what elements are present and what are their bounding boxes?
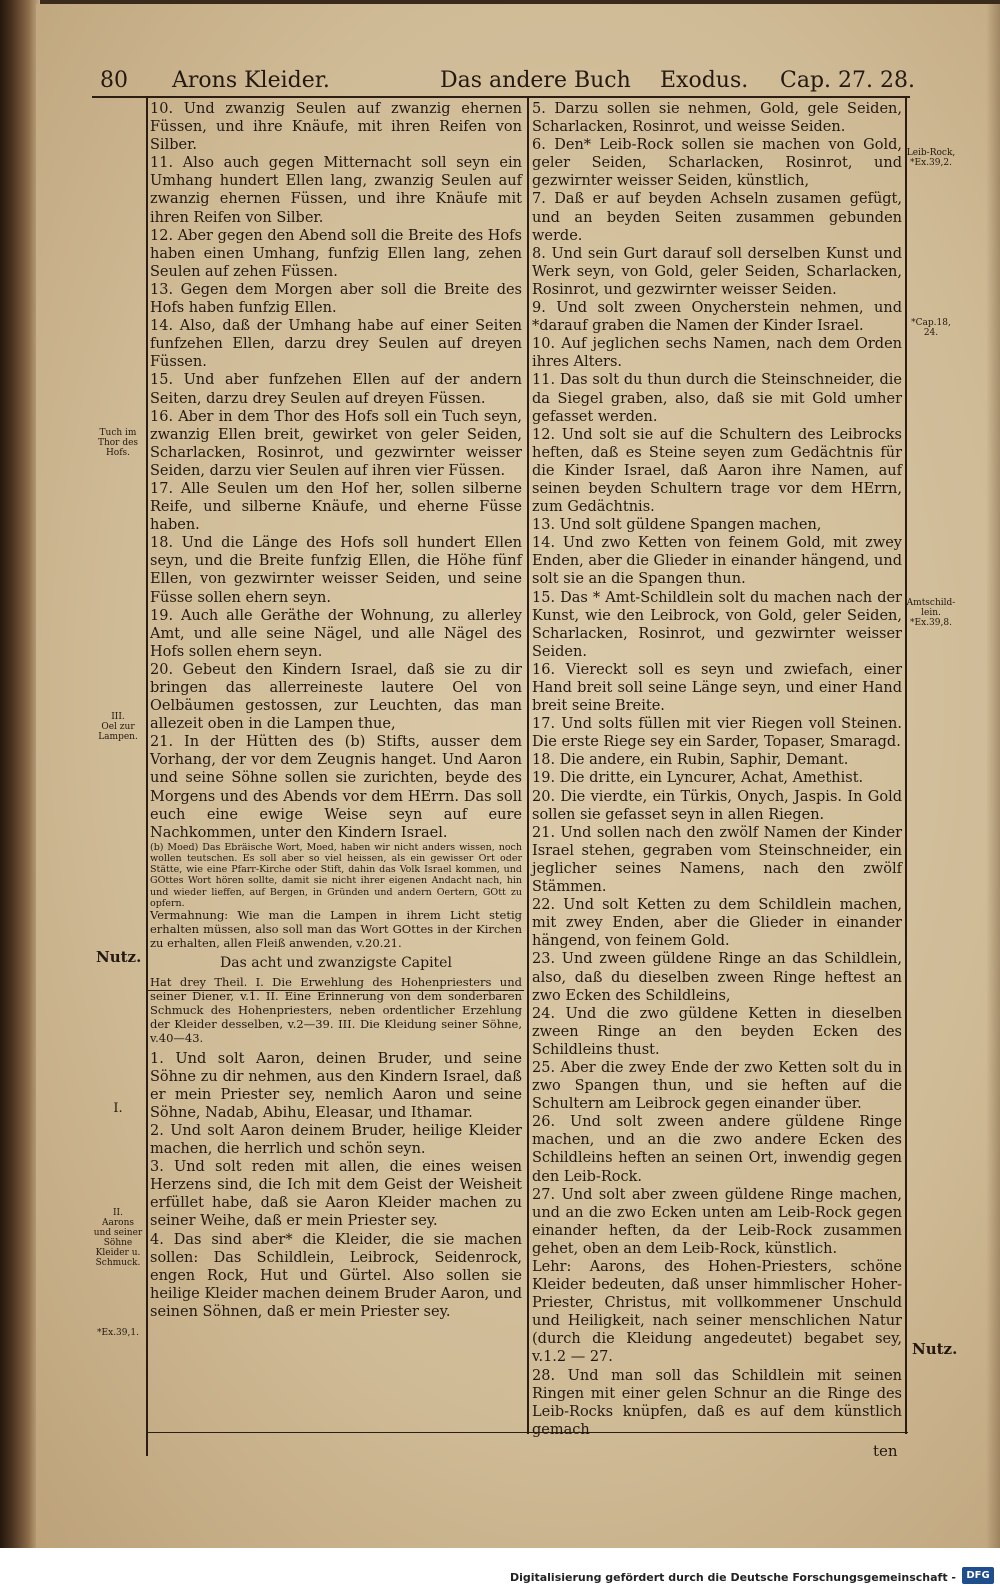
left-margin-rule [146,96,148,1456]
verse: 11. Das solt du thun durch die Steinschneider, die da Siegel graben, also, daß sie mit Gold umher gefasset werden. [532,372,902,425]
verse: Lehr: Aarons, des Hohen-Priesters, schöne Kleider bedeuten, daß unser himmlischer Hoher-Priester, Christus, mit vollkommener Unschuld und Heiligkeit, nach seiner menschlichen Natur (durch die Kleidung angedeutet) begabet sey, v.1.2 — 27. [532,1259,902,1366]
verse: 13. Und solt güldene Spangen machen, [532,517,822,534]
footer-credit: Digitalisierung gefördert durch die Deutsche Forschungsgemeinschaft - [509,1571,956,1584]
paper-edge-shadow [986,4,1000,1548]
page-number: 80 [100,68,128,93]
catchword: ten [873,1442,898,1460]
verse: 16. Aber in dem Thor des Hofs soll ein Tuch seyn, zwanzig Ellen breit, gewirket von geler Seiden, Scharlacken, Rosinrot, und gezwirnter weisser Seiden, darzu vier Seulen auf ihren vier Füssen. [150,408,522,479]
verse: 6. Den* Leib-Rock sollen sie machen von Gold, geler Seiden, Scharlacken, Rosinrot, und gezwirnter weisser Seiden, künstlich, [532,137,902,190]
margin-note-amtschild: Amtschild- lein. *Ex.39,8. [906,598,956,628]
margin-roman-i: I. [113,1101,123,1116]
book-binding [0,0,40,1548]
verse: 4. Das sind aber* die Kleider, die sie machen sollen: Das Schildlein, Leibrock, Seidenrock, engen Rock, Hut und Gürtel. Also sollen sie heilige Kleider machen deinem Bruder Aaron, und seinen Söhnen, daß er mein Priester sey. [150,1231,522,1320]
verse: 16. Viereckt soll es seyn und zwiefach, einer Hand breit soll seine Länge seyn, und einer Hand breit seine Breite. [532,661,902,715]
running-title: Arons Kleider. [172,68,330,93]
verse: 13. Gegen dem Morgen aber soll die Breite des Hofs haben funfzig Ellen. [150,281,522,317]
chapter-ref: Cap. 27. 28. [780,68,915,93]
right-margin-rule [905,96,907,1434]
verse: 18. Die andere, ein Rubin, Saphir, Demant. [532,752,849,769]
verse: 12. Aber gegen den Abend soll die Breite des Hofs haben einen Umhang, funfzig Ellen lang, zehen Seulen auf zehen Füssen. [150,227,522,280]
verse: 12. Und solt sie auf die Schultern des Leibrocks heften, daß es Steine seyen zum Gedächtnis für die Kinder Israel, daß Aaron ihre Namen, auf seinen beyden Schultern trage vor dem HErrn, zum Gedächtnis. [532,426,902,516]
verse: 19. Auch alle Geräthe der Wohnung, zu allerley Amt, und alle seine Nägel, und alle Nägel des Hofs sollen ehern seyn. [150,607,522,660]
chapter-summary: Hat drey Theil. I. Die Erwehlung des Hohenpriesters und seiner Diener, v.1. II. Eine Erinnerung von dem sonderbaren Schmuck des Hohenpriesters, neben ordentlicher Erzehlung der Kleider desselben, v.2—39. III. Die Kleidung seiner Söhne, v.40—43. [150,974,522,1046]
margin-note-tuch: Tuch im Thor des Hofs. [97,428,139,458]
verse: 20. Gebeut den Kindern Israel, daß sie zu dir bringen das allerreineste lautere Oel von Oelbäumen gestossen, zur Leuchten, das man allezeit oben in die Lampen thue, [150,661,522,733]
margin-note-aarons: II. Aarons und seiner Söhne Kleider u. Schmuck. [93,1208,143,1268]
footnote: (b) Moed) Das Ebräische Wort, Moed, haben wir nicht anders wissen, noch wollen teutschen. Es soll aber so viel heissen, als ein gewisser Ort oder Stätte, wie eine Pfarr-Kirche oder Stift, dahin das Volk Israel kommen, und GOttes Wort hören sollte, damit sie nicht ihrer eigenen Andacht nach, hin und wieder lieffen, auf Bergen, in Gründen und andern Oertern, GOtt zu opfern. [150,841,522,909]
margin-ref-ex: *Ex.39,1. [97,1328,139,1338]
verse: 15. Das * Amt-Schildlein solt du machen nach der Kunst, wie den Leibrock, von Gold, geler Seiden, Scharlacken, Rosinrot, und gezwirnter weisser Seiden. [532,589,902,660]
column-divider [527,96,529,1434]
verse: 24. Und die zwo güldene Ketten in dieselben zween Ringe an den beyden Ecken des Schildleins thust. [532,1005,902,1058]
verse: 3. Und solt reden mit allen, die eines weisen Herzens sind, die Ich mit dem Geist der Weisheit erfüllet habe, daß sie Aaron Kleider machen zu seiner Weihe, daß er mein Priester sey. [150,1159,522,1230]
margin-note-leibrock: Leib-Rock, *Ex.39,2. [906,148,956,168]
right-column [532,100,902,1439]
verse: 19. Die dritte, ein Lyncurer, Achat, Amethist. [532,770,864,787]
verse: 1. Und solt Aaron, deinen Bruder, und seine Söhne zu dir nehmen, aus den Kindern Israel, daß er mein Priester sey, nemlich Aaron und seine Söhne, Nadab, Abihu, Eleasar, und Ithamar. [150,1050,522,1121]
verse: 17. Und solts füllen mit vier Riegen voll Steinen. Die erste Riege sey ein Sarder, Topaser, Smaragd. [532,716,902,751]
margin-nutz-left: Nutz. [96,948,142,966]
verse: 8. Und sein Gurt darauf soll derselben Kunst und Werk seyn, von Gold, geler Seiden, Scharlacken, Rosinrot, und gezwirnter weisser Seiden. [532,245,902,298]
book-name: Exodus. [660,68,749,93]
verse: 2. Und solt Aaron deinem Bruder, heilige Kleider machen, die herrlich und schön seyn. [150,1122,522,1158]
margin-note-cap: *Cap.18, 24. [911,318,951,338]
verse: 25. Aber die zwey Ende der zwo Ketten solt du in zwo Spangen thun, und sie heften auf die Schultern am Leibrock gegen einander über. [532,1059,902,1113]
book-title: Das andere Buch [440,68,631,93]
verse: 23. Und zween güldene Ringe an das Schildlein, also, daß du dieselben zween Ringe heftest an zwo Ecken des Schildleins, [532,951,902,1004]
verse: 15. Und aber funfzehen Ellen auf der andern Seiten, darzu drey Seulen auf dreyen Füssen. [150,372,522,407]
verse: 14. Also, daß der Umhang habe auf einer Seiten funfzehen Ellen, darzu drey Seulen auf dreyen Füssen. [150,318,522,371]
margin-nutz-right: Nutz. [912,1340,958,1358]
verse: 10. Auf jeglichen sechs Namen, nach dem Orden ihres Alters. [532,336,902,371]
verse: 11. Also auch gegen Mitternacht soll seyn ein Umhang hundert Ellen lang, zwanzig Seulen auf zwanzig ehernen Füssen, und ihre Knäufe mit ihren Reifen von Silber. [150,155,522,226]
verse: 17. Alle Seulen um den Hof her, sollen silberne Reife, und silberne Knäufe, und eherne Füsse haben. [150,480,522,534]
verse: 20. Die vierdte, ein Türkis, Onych, Jaspis. In Gold sollen sie gefasset seyn in allen Riegen. [532,788,902,823]
chapter-heading: Das acht und zwanzigste Capitel [220,955,452,972]
verse: 10. Und zwanzig Seulen auf zwanzig ehernen Füssen, und ihre Knäufe, mit ihren Reifen von Silber. [150,101,522,154]
header-rule [92,96,910,98]
verse: 27. Und solt aber zween güldene Ringe machen, und an die zwo Ecken unten am Leib-Rock gegen einander heften, da der Leib-Rock zusammen gehet, oben an dem Leib-Rock, künstlich. [532,1186,902,1257]
verse: 7. Daß er auf beyden Achseln zusamen gefügt, und an beyden Seiten zusammen gebunden werde. [532,191,902,244]
verse: 26. Und solt zween andere güldene Ringe machen, und an die zwo andere Ecken des Schildleins heften an seinen Ort, inwendig gegen den Leib-Rock. [532,1114,902,1185]
dfg-logo: DFG [962,1567,994,1584]
verse: 22. Und solt Ketten zu dem Schildlein machen, mit zwey Enden, aber die Glieder in einander hängend, von feinem Gold. [532,897,902,950]
exhortation: Vermahnung: Wie man die Lampen in ihrem Licht stetig erhalten müssen, also soll man das Wort GOttes in der Kirchen zu erhalten, allen Fleiß anwenden, v.20.21. [150,908,522,950]
left-column [150,100,522,1321]
verse: 14. Und zwo Ketten von feinem Gold, mit zwey Enden, aber die Glieder in einander hängend, und solt sie an die Spangen thun. [532,535,902,588]
verse: 9. Und solt zween Onycherstein nehmen, und *darauf graben die Namen der Kinder Israel. [532,300,902,335]
verse: 5. Darzu sollen sie nehmen, Gold, gele Seiden, Scharlacken, Rosinrot, und weisse Seiden. [532,101,902,136]
verse: 21. In der Hütten des (b) Stifts, ausser dem Vorhang, der vor dem Zeugnis hanget. Und Aaron und seine Söhne sollen sie zurichten, beyde des Morgens und des Abends vor dem HErrn. Das soll euch eine ewige Weise seyn auf eure Nachkommen, unter den Kindern Israel. [150,734,522,841]
verse: 18. Und die Länge des Hofs soll hundert Ellen seyn, und die Breite funfzig Ellen, die Höhe fünf Ellen, von gezwirnter weisser Seiden, und seine Füsse sollen ehern seyn. [150,535,522,606]
verse: 21. Und sollen nach den zwölf Namen der Kinder Israel stehen, gegraben vom Steinschneider, ein jeglicher seines Namens, nach den zwölf Stämmen. [532,824,902,896]
margin-note-oel: III. Oel zur Lampen. [98,712,138,742]
verse: 28. Und man soll das Schildlein mit seinen Ringen mit einer gelen Schnur an die Ringe des Leib-Rocks knüpfen, daß es auf dem künstlich gemach [532,1367,902,1438]
